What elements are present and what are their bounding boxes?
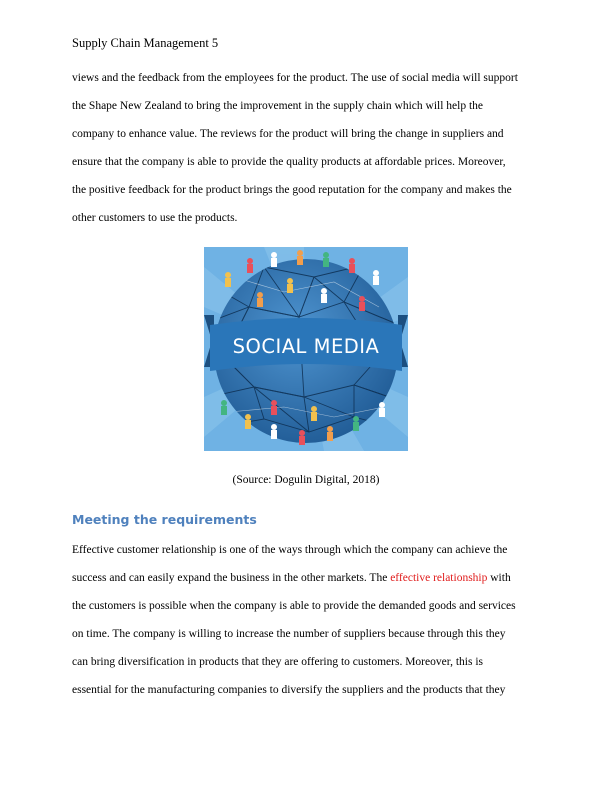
- paragraph-line: the positive feedback for the product brings the good reputation for the company and makes the: [72, 184, 512, 196]
- paragraph-meeting-requirements: [72, 536, 542, 704]
- paragraph-social-media: [72, 64, 542, 232]
- running-header: Supply Chain Management 5: [72, 36, 219, 50]
- paragraph-line: [72, 648, 542, 676]
- line-text: the customers is possible when the company is able to provide the demanded goods and services: [72, 600, 516, 612]
- paragraph-line: ensure that the company is able to provide the quality products at affordable prices. Moreover,: [72, 156, 506, 168]
- figure-caption: (Source: Dogulin Digital, 2018): [232, 474, 380, 486]
- line-text: on time. The company is willing to increase the number of suppliers because through this they: [72, 628, 506, 640]
- paragraph-line: other customers to use the products.: [72, 212, 238, 224]
- paragraph-line: [72, 536, 542, 564]
- line-text: can bring diversification in products that they are offering to customers. Moreover, this is: [72, 656, 483, 668]
- line-text: essential for the manufacturing companies to diversify the suppliers and the products that they: [72, 684, 506, 696]
- paragraph-line: [72, 592, 542, 620]
- paragraph-line: [72, 620, 542, 648]
- line-text: with: [487, 572, 511, 584]
- paragraph-line: views and the feedback from the employees for the product. The use of social media will support: [72, 72, 518, 84]
- paragraph-line: [72, 676, 542, 704]
- social-media-illustration: [204, 247, 408, 451]
- social-media-figure: [204, 247, 408, 451]
- line-text: success and can easily expand the business in the other markets. The: [72, 572, 391, 584]
- highlighted-phrase: effective relationship: [390, 572, 488, 584]
- section-heading: Meeting the requirements: [72, 512, 257, 527]
- paragraph-line: [72, 564, 542, 592]
- paragraph-line: the Shape New Zealand to bring the improvement in the supply chain which will help the: [72, 100, 484, 112]
- banner-text: SOCIAL MEDIA: [232, 335, 380, 358]
- paragraph-line: company to enhance value. The reviews for the product will bring the change in suppliers and: [72, 128, 504, 140]
- line-text: Effective customer relationship is one of the ways through which the company can achieve the: [72, 544, 508, 556]
